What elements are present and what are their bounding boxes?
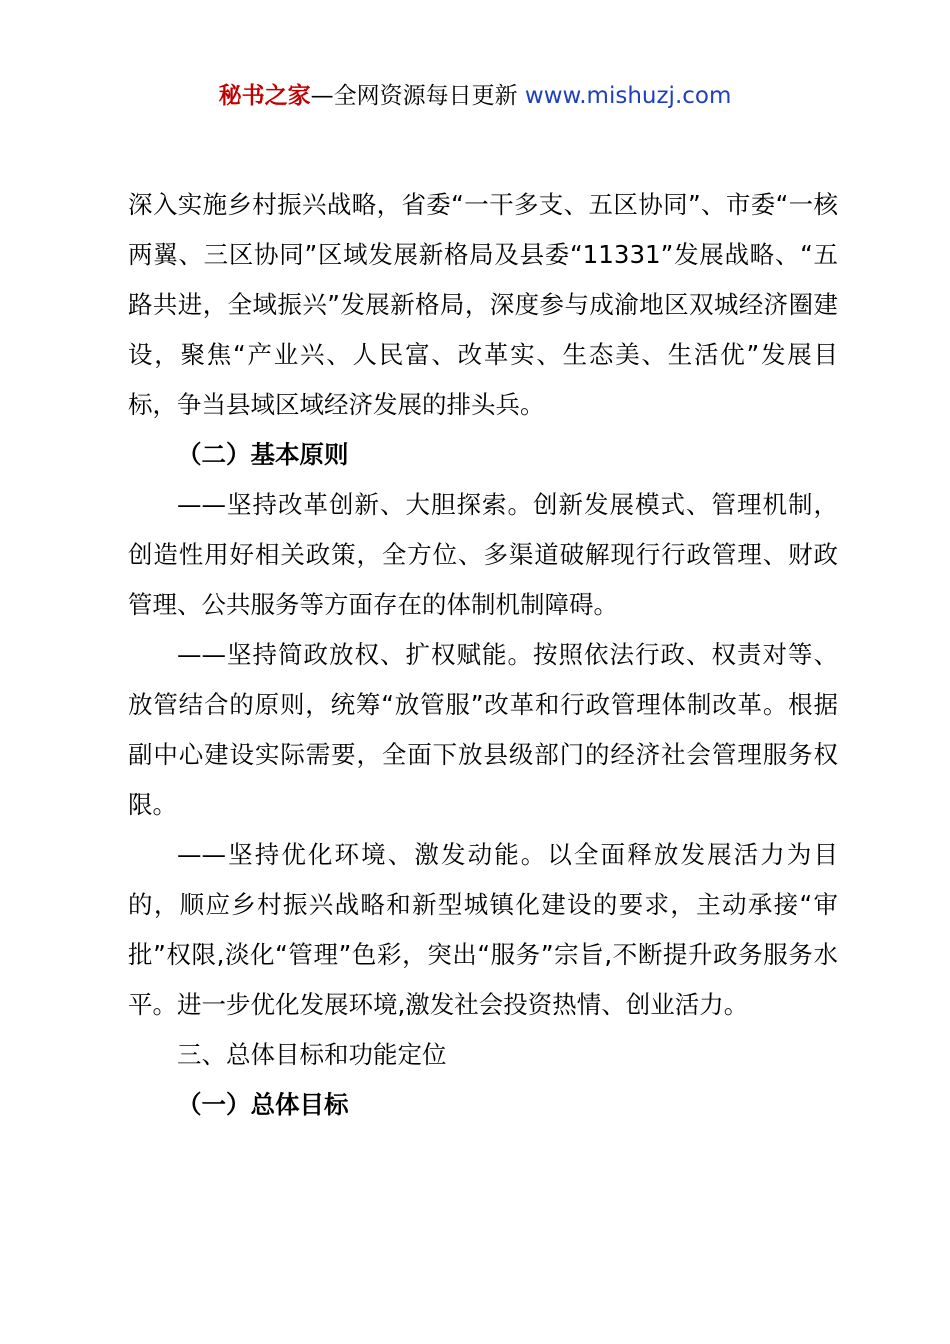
heading-basic-principles: （二）基本原则 — [177, 440, 349, 469]
page-header — [0, 80, 950, 112]
brand-name: 秘书之家 — [218, 83, 311, 109]
paragraph-principle-delegation: ——坚持简政放权、扩权赋能。按照依法行政、权责对等、放管结合的原则，统筹“放管服”改革和行政管理体制改革。根据副中心建设实际需要，全面下放县级部门的经济社会管理服务权限。 — [128, 640, 838, 819]
site-url[interactable]: www.mishuzj.com — [524, 83, 732, 109]
paragraph-strategy: 深入实施乡村振兴战略，省委“一干多支、五区协同”、市委“一核两翼、三区协同”区域发展新格局及县委“11331”发展战略、“五路共进，全域振兴”发展新格局，深度参与成渝地区双城经济圈建设，聚焦“产业兴、人民富、改革实、生态美、生活优”发展目标，争当县域区域经济发展的排头兵。 — [128, 190, 838, 419]
heading-overall-goal: （一）总体目标 — [177, 1090, 349, 1119]
paragraph-principle-reform: ——坚持改革创新、大胆探索。创新发展模式、管理机制，创造性用好相关政策，全方位、多渠道破解现行行政管理、财政管理、公共服务等方面存在的体制机制障碍。 — [128, 490, 838, 619]
paragraph-principle-environment: ——坚持优化环境、激发动能。以全面释放发展活力为目的，顺应乡村振兴战略和新型城镇化建设的要求，主动承接“审批”权限,淡化“管理”色彩，突出“服务”宗旨,不断提升政务服务水平。进一步优化发展环境,激发社会投资热情、创业活力。 — [128, 840, 838, 1019]
header-tagline: —全网资源每日更新 — [310, 83, 525, 109]
document-body — [128, 180, 838, 1130]
heading-section-three: 三、总体目标和功能定位 — [177, 1040, 447, 1069]
